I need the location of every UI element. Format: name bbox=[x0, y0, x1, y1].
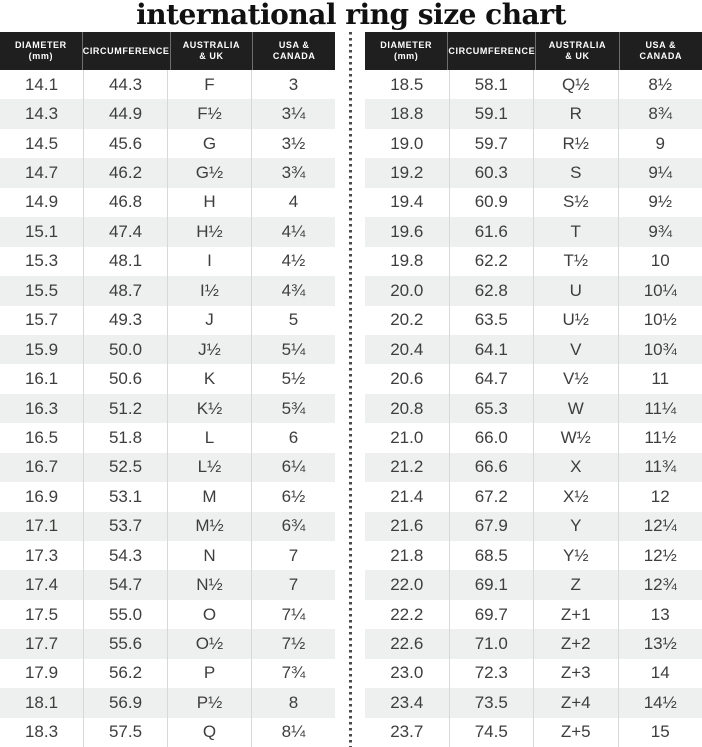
cell-usa-canada: 6 bbox=[251, 423, 335, 452]
table-row bbox=[365, 659, 702, 688]
cell-usa-canada: 9¼ bbox=[618, 158, 702, 187]
page-title: international ring size chart bbox=[136, 0, 566, 31]
table-row bbox=[365, 541, 702, 570]
cell-circumference: 55.6 bbox=[83, 629, 167, 658]
dotted-line bbox=[349, 32, 352, 747]
cell-circumference: 62.2 bbox=[449, 247, 534, 276]
cell-circumference: 44.9 bbox=[83, 99, 167, 128]
cell-diameter: 18.3 bbox=[24, 722, 59, 742]
column-header: DIAMETER (mm) bbox=[380, 40, 433, 61]
table-row bbox=[365, 482, 702, 511]
cell-australia-uk: I bbox=[167, 247, 251, 276]
cell-diameter: 15.7 bbox=[24, 310, 59, 330]
cell-australia-uk: J½ bbox=[167, 335, 251, 364]
cell-circumference: 64.1 bbox=[449, 335, 534, 364]
cell-usa-canada: 4¼ bbox=[251, 217, 335, 246]
table-row bbox=[365, 570, 702, 599]
cell-circumference: 55.0 bbox=[83, 600, 167, 629]
table-row bbox=[365, 718, 702, 747]
table-row bbox=[365, 394, 702, 423]
column-header: DIAMETER (mm) bbox=[14, 40, 67, 61]
cell-diameter: 16.7 bbox=[24, 457, 59, 477]
cell-usa-canada: 12½ bbox=[618, 541, 702, 570]
cell-diameter: 15.5 bbox=[24, 280, 59, 300]
cell-australia-uk: J bbox=[167, 306, 251, 335]
cell-diameter: 20.6 bbox=[390, 369, 424, 389]
cell-australia-uk: H½ bbox=[167, 217, 251, 246]
cell-usa-canada: 13½ bbox=[618, 629, 702, 658]
cell-diameter: 23.0 bbox=[390, 663, 424, 683]
chart-container bbox=[0, 32, 702, 747]
table-row bbox=[365, 99, 702, 128]
cell-diameter: 16.9 bbox=[24, 486, 59, 506]
cell-usa-canada: 12¼ bbox=[618, 512, 702, 541]
cell-australia-uk: Z bbox=[533, 570, 618, 599]
cell-circumference: 69.1 bbox=[449, 570, 534, 599]
cell-australia-uk: Y½ bbox=[533, 541, 618, 570]
cell-diameter: 18.8 bbox=[390, 104, 424, 124]
table-row bbox=[0, 364, 335, 393]
table-row bbox=[0, 188, 335, 217]
cell-usa-canada: 10½ bbox=[618, 306, 702, 335]
cell-australia-uk: W bbox=[533, 394, 618, 423]
cell-usa-canada: 7 bbox=[251, 570, 335, 599]
table-row bbox=[0, 541, 335, 570]
cell-australia-uk: N bbox=[167, 541, 251, 570]
table-row bbox=[0, 570, 335, 599]
column-header: USA & CANADA bbox=[619, 32, 702, 70]
cell-australia-uk: R bbox=[533, 99, 618, 128]
cell-usa-canada: 15 bbox=[618, 718, 702, 747]
cell-circumference: 65.3 bbox=[449, 394, 534, 423]
cell-circumference: 61.6 bbox=[449, 217, 534, 246]
table-row bbox=[365, 688, 702, 717]
cell-usa-canada: 7 bbox=[251, 541, 335, 570]
cell-usa-canada: 5¾ bbox=[251, 394, 335, 423]
table-row bbox=[365, 364, 702, 393]
cell-circumference: 60.9 bbox=[449, 188, 534, 217]
cell-circumference: 50.6 bbox=[83, 364, 167, 393]
table-row bbox=[365, 188, 702, 217]
column-header: AUSTRALIA & UK bbox=[170, 32, 253, 70]
cell-circumference: 66.0 bbox=[449, 423, 534, 452]
cell-circumference: 49.3 bbox=[83, 306, 167, 335]
table-body bbox=[365, 70, 702, 747]
cell-circumference: 59.7 bbox=[449, 129, 534, 158]
cell-australia-uk: Z+2 bbox=[533, 629, 618, 658]
cell-circumference: 71.0 bbox=[449, 629, 534, 658]
table-row bbox=[0, 718, 335, 747]
cell-diameter: 20.2 bbox=[390, 310, 424, 330]
cell-australia-uk: I½ bbox=[167, 276, 251, 305]
cell-australia-uk: Q bbox=[167, 718, 251, 747]
cell-diameter: 23.4 bbox=[390, 692, 424, 712]
cell-circumference: 56.9 bbox=[83, 688, 167, 717]
cell-usa-canada: 3½ bbox=[251, 129, 335, 158]
cell-usa-canada: 9¾ bbox=[618, 217, 702, 246]
cell-diameter: 14.7 bbox=[24, 163, 59, 183]
table-row bbox=[0, 423, 335, 452]
cell-australia-uk: T bbox=[533, 217, 618, 246]
cell-usa-canada: 3¾ bbox=[251, 158, 335, 187]
cell-circumference: 66.6 bbox=[449, 453, 534, 482]
cell-diameter: 21.8 bbox=[390, 545, 424, 565]
cell-diameter: 17.9 bbox=[24, 663, 59, 683]
cell-diameter: 14.5 bbox=[24, 133, 59, 153]
table-row bbox=[365, 423, 702, 452]
table-row bbox=[0, 512, 335, 541]
cell-usa-canada: 9½ bbox=[618, 188, 702, 217]
table-row bbox=[365, 129, 702, 158]
table-row bbox=[365, 158, 702, 187]
cell-usa-canada: 11½ bbox=[618, 423, 702, 452]
cell-australia-uk: T½ bbox=[533, 247, 618, 276]
cell-diameter: 19.6 bbox=[390, 221, 424, 241]
cell-circumference: 56.2 bbox=[83, 659, 167, 688]
cell-diameter: 22.0 bbox=[390, 575, 424, 595]
cell-australia-uk: Z+5 bbox=[533, 718, 618, 747]
table-row bbox=[365, 276, 702, 305]
cell-usa-canada: 10¾ bbox=[618, 335, 702, 364]
cell-circumference: 53.7 bbox=[83, 512, 167, 541]
cell-circumference: 51.8 bbox=[83, 423, 167, 452]
cell-usa-canada: 4½ bbox=[251, 247, 335, 276]
ring-size-table-right bbox=[365, 32, 702, 747]
table-row bbox=[365, 629, 702, 658]
cell-circumference: 60.3 bbox=[449, 158, 534, 187]
cell-circumference: 62.8 bbox=[449, 276, 534, 305]
cell-circumference: 58.1 bbox=[449, 70, 534, 99]
cell-diameter: 15.1 bbox=[24, 221, 59, 241]
table-header bbox=[0, 32, 335, 70]
table-row bbox=[0, 70, 335, 99]
cell-diameter: 21.4 bbox=[390, 486, 424, 506]
cell-usa-canada: 3 bbox=[251, 70, 335, 99]
cell-australia-uk: R½ bbox=[533, 129, 618, 158]
cell-usa-canada: 3¼ bbox=[251, 99, 335, 128]
cell-australia-uk: F½ bbox=[167, 99, 251, 128]
cell-usa-canada: 13 bbox=[618, 600, 702, 629]
cell-diameter: 21.6 bbox=[390, 516, 424, 536]
cell-australia-uk: W½ bbox=[533, 423, 618, 452]
cell-circumference: 45.6 bbox=[83, 129, 167, 158]
cell-australia-uk: S bbox=[533, 158, 618, 187]
cell-australia-uk: P bbox=[167, 659, 251, 688]
cell-usa-canada: 7¾ bbox=[251, 659, 335, 688]
cell-diameter: 17.7 bbox=[24, 634, 59, 654]
cell-australia-uk: L½ bbox=[167, 453, 251, 482]
cell-circumference: 50.0 bbox=[83, 335, 167, 364]
cell-australia-uk: X½ bbox=[533, 482, 618, 511]
cell-australia-uk: V½ bbox=[533, 364, 618, 393]
cell-australia-uk: Q½ bbox=[533, 70, 618, 99]
cell-circumference: 48.7 bbox=[83, 276, 167, 305]
cell-usa-canada: 6¼ bbox=[251, 453, 335, 482]
cell-diameter: 22.6 bbox=[390, 634, 424, 654]
cell-usa-canada: 6¾ bbox=[251, 512, 335, 541]
table-row bbox=[365, 306, 702, 335]
cell-diameter: 19.4 bbox=[390, 192, 424, 212]
cell-circumference: 59.1 bbox=[449, 99, 534, 128]
cell-australia-uk: Z+3 bbox=[533, 659, 618, 688]
cell-australia-uk: M½ bbox=[167, 512, 251, 541]
cell-diameter: 17.4 bbox=[24, 575, 59, 595]
cell-circumference: 67.2 bbox=[449, 482, 534, 511]
cell-australia-uk: O bbox=[167, 600, 251, 629]
table-row bbox=[0, 600, 335, 629]
table-row bbox=[0, 629, 335, 658]
cell-australia-uk: P½ bbox=[167, 688, 251, 717]
cell-circumference: 63.5 bbox=[449, 306, 534, 335]
cell-australia-uk: M bbox=[167, 482, 251, 511]
cell-australia-uk: V bbox=[533, 335, 618, 364]
cell-circumference: 46.8 bbox=[83, 188, 167, 217]
cell-diameter: 22.2 bbox=[390, 604, 424, 624]
cell-diameter: 21.2 bbox=[390, 457, 424, 477]
cell-usa-canada: 9 bbox=[618, 129, 702, 158]
table-row bbox=[365, 247, 702, 276]
cell-australia-uk: S½ bbox=[533, 188, 618, 217]
cell-diameter: 16.5 bbox=[24, 427, 59, 447]
cell-circumference: 73.5 bbox=[449, 688, 534, 717]
cell-usa-canada: 8¼ bbox=[251, 718, 335, 747]
table-row bbox=[0, 306, 335, 335]
cell-circumference: 64.7 bbox=[449, 364, 534, 393]
cell-australia-uk: U bbox=[533, 276, 618, 305]
cell-diameter: 17.1 bbox=[24, 516, 59, 536]
table-row bbox=[365, 335, 702, 364]
cell-circumference: 57.5 bbox=[83, 718, 167, 747]
cell-diameter: 16.3 bbox=[24, 398, 59, 418]
cell-diameter: 19.2 bbox=[390, 163, 424, 183]
table-row bbox=[0, 453, 335, 482]
cell-australia-uk: G bbox=[167, 129, 251, 158]
cell-diameter: 19.8 bbox=[390, 251, 424, 271]
cell-usa-canada: 7¼ bbox=[251, 600, 335, 629]
cell-diameter: 15.3 bbox=[24, 251, 59, 271]
cell-usa-canada: 4 bbox=[251, 188, 335, 217]
table-row bbox=[365, 512, 702, 541]
cell-australia-uk: O½ bbox=[167, 629, 251, 658]
table-body bbox=[0, 70, 335, 747]
cell-usa-canada: 11¼ bbox=[618, 394, 702, 423]
cell-usa-canada: 6½ bbox=[251, 482, 335, 511]
cell-diameter: 18.1 bbox=[24, 692, 59, 712]
cell-australia-uk: G½ bbox=[167, 158, 251, 187]
cell-diameter: 20.4 bbox=[390, 339, 424, 359]
table-row bbox=[365, 217, 702, 246]
cell-circumference: 74.5 bbox=[449, 718, 534, 747]
cell-usa-canada: 8¾ bbox=[618, 99, 702, 128]
cell-diameter: 15.9 bbox=[24, 339, 59, 359]
table-row bbox=[365, 70, 702, 99]
cell-circumference: 46.2 bbox=[83, 158, 167, 187]
cell-diameter: 16.1 bbox=[24, 369, 59, 389]
cell-circumference: 69.7 bbox=[449, 600, 534, 629]
table-row bbox=[0, 129, 335, 158]
cell-diameter: 14.3 bbox=[24, 104, 59, 124]
cell-circumference: 54.3 bbox=[83, 541, 167, 570]
cell-circumference: 54.7 bbox=[83, 570, 167, 599]
cell-diameter: 23.7 bbox=[390, 722, 424, 742]
cell-usa-canada: 11¾ bbox=[618, 453, 702, 482]
cell-australia-uk: Y bbox=[533, 512, 618, 541]
cell-circumference: 44.3 bbox=[83, 70, 167, 99]
cell-australia-uk: Z+1 bbox=[533, 600, 618, 629]
cell-usa-canada: 5¼ bbox=[251, 335, 335, 364]
cell-usa-canada: 12¾ bbox=[618, 570, 702, 599]
table-row bbox=[0, 99, 335, 128]
cell-circumference: 68.5 bbox=[449, 541, 534, 570]
cell-diameter: 21.0 bbox=[390, 427, 424, 447]
cell-diameter: 20.0 bbox=[390, 280, 424, 300]
cell-usa-canada: 5 bbox=[251, 306, 335, 335]
cell-circumference: 53.1 bbox=[83, 482, 167, 511]
column-header: CIRCUMFERENCE bbox=[82, 32, 170, 70]
table-row bbox=[0, 482, 335, 511]
cell-usa-canada: 8 bbox=[251, 688, 335, 717]
cell-diameter: 20.8 bbox=[390, 398, 424, 418]
cell-diameter: 14.1 bbox=[24, 74, 59, 94]
cell-usa-canada: 10 bbox=[618, 247, 702, 276]
table-row bbox=[0, 217, 335, 246]
cell-circumference: 47.4 bbox=[83, 217, 167, 246]
table-header bbox=[365, 32, 702, 70]
cell-usa-canada: 11 bbox=[618, 364, 702, 393]
column-header: AUSTRALIA & UK bbox=[535, 32, 618, 70]
cell-australia-uk: K½ bbox=[167, 394, 251, 423]
cell-usa-canada: 12 bbox=[618, 482, 702, 511]
cell-usa-canada: 10¼ bbox=[618, 276, 702, 305]
cell-australia-uk: X bbox=[533, 453, 618, 482]
cell-diameter: 19.0 bbox=[390, 133, 424, 153]
cell-usa-canada: 5½ bbox=[251, 364, 335, 393]
cell-australia-uk: U½ bbox=[533, 306, 618, 335]
cell-usa-canada: 7½ bbox=[251, 629, 335, 658]
cell-usa-canada: 14½ bbox=[618, 688, 702, 717]
table-row bbox=[365, 600, 702, 629]
cell-australia-uk: F bbox=[167, 70, 251, 99]
table-row bbox=[0, 688, 335, 717]
cell-circumference: 72.3 bbox=[449, 659, 534, 688]
table-row bbox=[0, 394, 335, 423]
ring-size-table-left bbox=[0, 32, 335, 747]
table-row bbox=[365, 453, 702, 482]
cell-australia-uk: Z+4 bbox=[533, 688, 618, 717]
cell-australia-uk: L bbox=[167, 423, 251, 452]
cell-usa-canada: 8½ bbox=[618, 70, 702, 99]
cell-usa-canada: 14 bbox=[618, 659, 702, 688]
cell-australia-uk: N½ bbox=[167, 570, 251, 599]
cell-circumference: 52.5 bbox=[83, 453, 167, 482]
cell-australia-uk: H bbox=[167, 188, 251, 217]
cell-diameter: 14.9 bbox=[24, 192, 59, 212]
dotted-divider bbox=[335, 32, 365, 747]
cell-diameter: 17.3 bbox=[24, 545, 59, 565]
table-row bbox=[0, 247, 335, 276]
table-row bbox=[0, 158, 335, 187]
column-header: USA & CANADA bbox=[252, 32, 335, 70]
table-row bbox=[0, 335, 335, 364]
cell-circumference: 48.1 bbox=[83, 247, 167, 276]
table-row bbox=[0, 659, 335, 688]
cell-australia-uk: K bbox=[167, 364, 251, 393]
cell-diameter: 18.5 bbox=[390, 74, 424, 94]
cell-circumference: 51.2 bbox=[83, 394, 167, 423]
cell-usa-canada: 4¾ bbox=[251, 276, 335, 305]
column-header: CIRCUMFERENCE bbox=[447, 32, 535, 70]
cell-circumference: 67.9 bbox=[449, 512, 534, 541]
cell-diameter: 17.5 bbox=[24, 604, 59, 624]
table-row bbox=[0, 276, 335, 305]
